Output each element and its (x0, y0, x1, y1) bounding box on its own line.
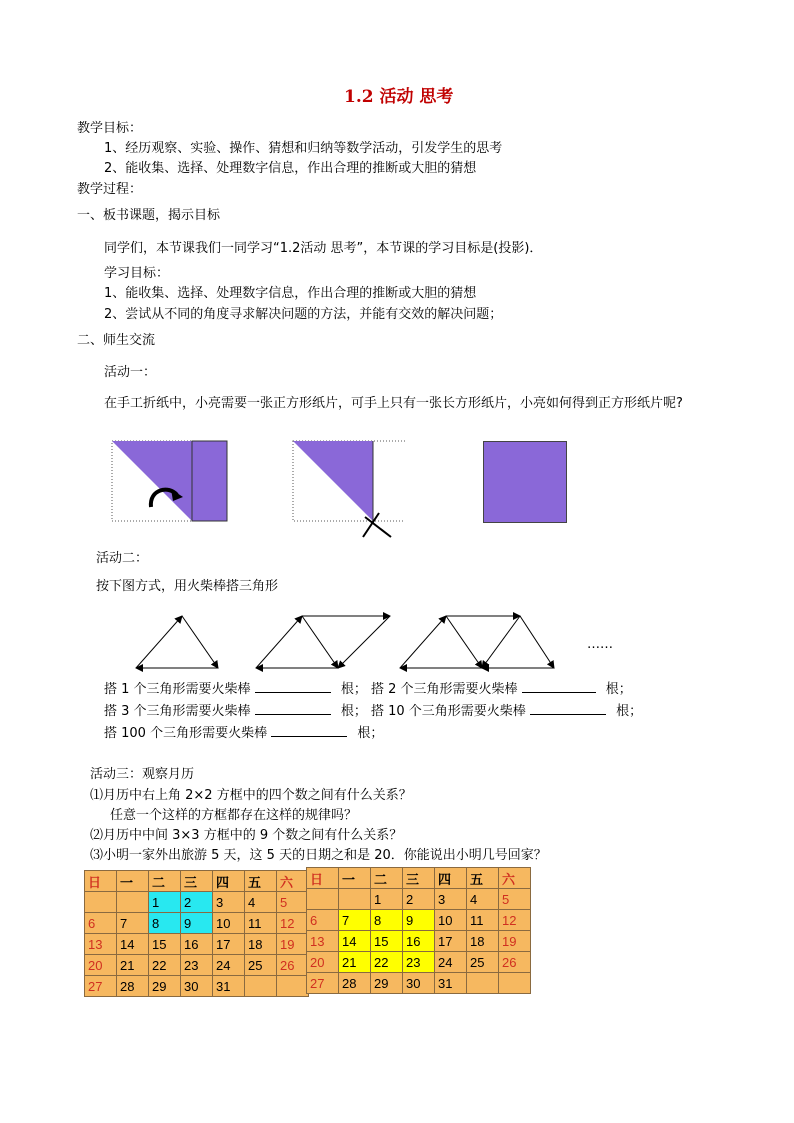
q1-text: 搭 1 个三角形需要火柴棒 (104, 682, 251, 697)
calendar-day: 5 (277, 892, 309, 913)
calendar-day: 13 (85, 934, 117, 955)
q1-text-2: 根； 搭 2 个三角形需要火柴棒 (340, 682, 518, 697)
folded-triangle (293, 441, 373, 521)
three-triangles (400, 616, 554, 668)
calendar-day: 23 (403, 952, 435, 973)
calendar-day: 13 (307, 931, 339, 952)
weekday-header: 四 (213, 871, 245, 892)
goal-1: 1、能收集、选择、处理数字信息，作出合理的推断或大胆的猜想 (104, 286, 477, 301)
fold-step-1 (112, 441, 227, 521)
page-title: 1.2 活动 思考 (344, 87, 454, 107)
section2-heading: 二、师生交流 (77, 333, 156, 348)
weekday-header: 六 (499, 868, 531, 889)
weekday-header: 六 (277, 871, 309, 892)
answer-blank-5[interactable] (271, 724, 347, 737)
calendar-day: 20 (85, 955, 117, 976)
calendar-day: 1 (149, 892, 181, 913)
q3-text-2: 根； (357, 726, 384, 741)
calendar-day (277, 976, 309, 997)
calendar-week (307, 952, 531, 973)
calendar-day (339, 889, 371, 910)
calendar-day (467, 973, 499, 994)
activity3-q1: ⑴月历中右上角 2×2 方框中的四个数之间有什么关系？ (90, 788, 412, 803)
weekday-header: 日 (307, 868, 339, 889)
objectives-heading: 教学目标： (77, 121, 143, 136)
calendar-header-row (85, 871, 309, 892)
matchstick-question-row-3 (104, 724, 383, 743)
calendar-week (307, 931, 531, 952)
calendar-day: 7 (339, 910, 371, 931)
calendar-week (85, 913, 309, 934)
activity3-label: 活动三：观察月历 (90, 767, 195, 782)
activity3-q2: ⑵月历中中间 3×3 方框中的 9 个数之间有什么关系？ (90, 828, 403, 843)
section1-intro: 同学们，本节课我们一同学习“1.2活动 思考”，本节课的学习目标是(投影)． (104, 241, 543, 256)
calendar-day: 17 (213, 934, 245, 955)
calendar-day: 26 (277, 955, 309, 976)
calendar-day: 11 (245, 913, 277, 934)
q3-text: 搭 100 个三角形需要火柴棒 (104, 726, 268, 741)
calendar-day: 8 (371, 910, 403, 931)
weekday-header: 五 (245, 871, 277, 892)
calendar-day: 25 (245, 955, 277, 976)
calendar-week (85, 934, 309, 955)
matchstick-triangles (130, 608, 570, 676)
calendar-day: 3 (435, 889, 467, 910)
folded-triangle (112, 441, 192, 521)
calendar-day: 24 (213, 955, 245, 976)
answer-blank-1[interactable] (255, 680, 331, 693)
calendar-day: 5 (499, 889, 531, 910)
fold-step-2 (293, 441, 405, 537)
calendar-header-row (307, 868, 531, 889)
calendar-day: 23 (181, 955, 213, 976)
calendar-week (307, 910, 531, 931)
activity3-q3: ⑶小明一家外出旅游 5 天，这 5 天的日期之和是 20．你能说出小明几号回家？ (90, 848, 547, 863)
calendar-day: 12 (277, 913, 309, 934)
calendar-day: 28 (339, 973, 371, 994)
calendar-day: 18 (467, 931, 499, 952)
calendar-day (85, 892, 117, 913)
calendar-day: 27 (307, 973, 339, 994)
process-heading: 教学过程： (77, 182, 143, 197)
calendar-day: 14 (339, 931, 371, 952)
calendar-day: 6 (85, 913, 117, 934)
square-paper (483, 441, 567, 523)
calendar-day: 27 (85, 976, 117, 997)
q1-text-3: 根； (605, 682, 632, 697)
weekday-header: 五 (467, 868, 499, 889)
calendar-day: 2 (403, 889, 435, 910)
paper-folding-figures (105, 433, 405, 541)
calendar-day: 18 (245, 934, 277, 955)
calendar-day: 12 (499, 910, 531, 931)
calendar-day: 30 (403, 973, 435, 994)
calendar-day: 6 (307, 910, 339, 931)
calendar-day: 22 (149, 955, 181, 976)
calendar-3x3 (306, 867, 531, 994)
calendar-day: 10 (213, 913, 245, 934)
calendar-day: 21 (117, 955, 149, 976)
weekday-header: 一 (339, 868, 371, 889)
q2-text: 搭 3 个三角形需要火柴棒 (104, 704, 251, 719)
calendar-day: 10 (435, 910, 467, 931)
calendar-2x2 (84, 870, 309, 997)
answer-blank-2[interactable] (522, 680, 596, 693)
goals-heading: 学习目标： (104, 266, 170, 281)
weekday-header: 三 (181, 871, 213, 892)
calendar-day: 4 (467, 889, 499, 910)
calendar-day: 19 (277, 934, 309, 955)
section1-heading: 一、板书课题，揭示目标 (77, 208, 221, 223)
weekday-header: 三 (403, 868, 435, 889)
one-triangle (136, 616, 218, 668)
calendar-day: 29 (149, 976, 181, 997)
calendar-day: 29 (371, 973, 403, 994)
calendar-week (85, 976, 309, 997)
activity3-q1b: 任意一个这样的方框都存在这样的规律吗？ (110, 808, 358, 823)
calendar-day: 30 (181, 976, 213, 997)
calendar-day: 1 (371, 889, 403, 910)
calendar-day: 21 (339, 952, 371, 973)
calendar-day: 25 (467, 952, 499, 973)
calendar-day: 8 (149, 913, 181, 934)
paper-strip (192, 441, 227, 521)
calendar-week (85, 892, 309, 913)
q2-text-2: 根； 搭 10 个三角形需要火柴棒 (340, 704, 526, 719)
calendar-day: 24 (435, 952, 467, 973)
answer-blank-3[interactable] (255, 702, 331, 715)
weekday-header: 二 (149, 871, 181, 892)
matchstick-question-row-1 (104, 680, 632, 699)
activity1-label: 活动一： (104, 365, 157, 380)
ellipsis: …… (587, 637, 613, 652)
weekday-header: 四 (435, 868, 467, 889)
calendar-day: 22 (371, 952, 403, 973)
weekday-header: 一 (117, 871, 149, 892)
activity2-label: 活动二： (96, 551, 149, 566)
weekday-header: 二 (371, 868, 403, 889)
calendar-day (117, 892, 149, 913)
weekday-header: 日 (85, 871, 117, 892)
objective-2: 2、能收集、选择、处理数字信息，作出合理的推断或大胆的猜想 (104, 161, 477, 176)
calendar-day: 11 (467, 910, 499, 931)
calendar-day: 4 (245, 892, 277, 913)
calendar-week (307, 973, 531, 994)
calendar-day: 15 (371, 931, 403, 952)
two-triangles (256, 616, 390, 668)
objective-1: 1、经历观察、实验、操作、猜想和归纳等数学活动，引发学生的思考 (104, 141, 503, 156)
calendar-day: 26 (499, 952, 531, 973)
calendar-day (245, 976, 277, 997)
calendar-day: 16 (403, 931, 435, 952)
calendar-day: 19 (499, 931, 531, 952)
calendar-day: 14 (117, 934, 149, 955)
goal-2: 2、尝试从不同的角度寻求解决问题的方法，并能有交效的解决问题； (104, 307, 503, 322)
calendar-day (499, 973, 531, 994)
calendar-day: 31 (213, 976, 245, 997)
answer-blank-4[interactable] (530, 702, 606, 715)
calendar-week (85, 955, 309, 976)
calendar-day: 16 (181, 934, 213, 955)
calendar-day: 28 (117, 976, 149, 997)
calendar-day: 20 (307, 952, 339, 973)
calendar-day: 17 (435, 931, 467, 952)
calendar-day: 9 (181, 913, 213, 934)
calendar-day: 31 (435, 973, 467, 994)
calendar-day: 7 (117, 913, 149, 934)
calendar-day: 3 (213, 892, 245, 913)
activity1-question: 在手工折纸中，小亮需要一张正方形纸片，可手上只有一张长方形纸片，小亮如何得到正方形纸片呢? (104, 396, 683, 411)
activity2-instruction: 按下图方式，用火柴棒搭三角形 (96, 579, 279, 594)
calendar-week (307, 889, 531, 910)
calendar-day: 15 (149, 934, 181, 955)
q2-text-3: 根； (616, 704, 643, 719)
calendar-day: 2 (181, 892, 213, 913)
calendar-day (307, 889, 339, 910)
matchstick-question-row-2 (104, 702, 642, 721)
calendar-day: 9 (403, 910, 435, 931)
